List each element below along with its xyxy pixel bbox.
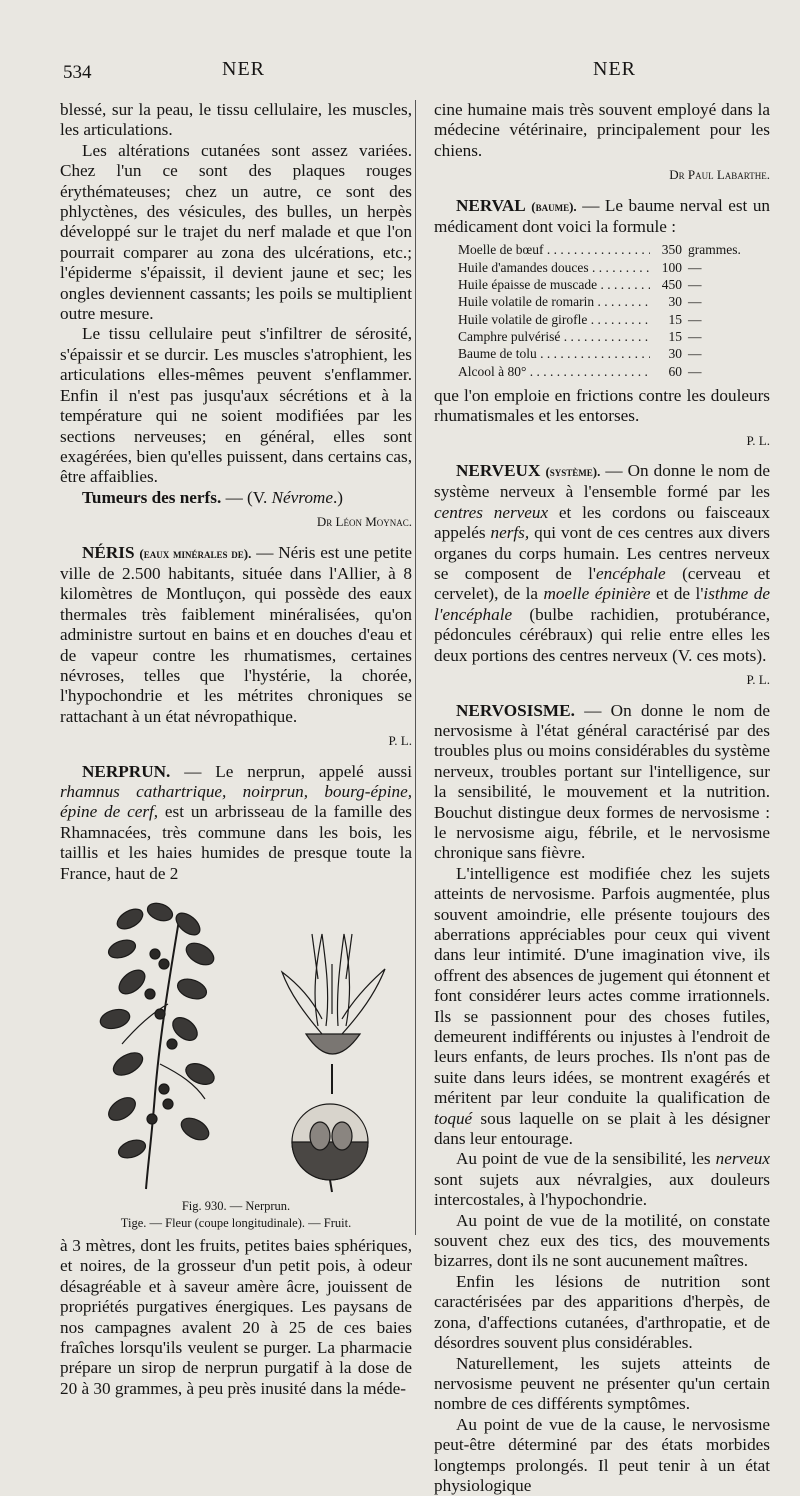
- unit: —: [688, 259, 702, 275]
- paragraph: Naturellement, les sujets atteints de nervosisme peuvent ne présenter qu'un certain nombre de ces différents symptômes.: [434, 1353, 770, 1414]
- ingredient: Huile d'amandes douces . . .: [458, 259, 650, 276]
- unit: —: [688, 328, 702, 344]
- term: centres nerveux: [434, 502, 549, 522]
- author-signature: Dr Paul Labarthe.: [669, 167, 770, 183]
- recipe-row: [458, 345, 758, 362]
- quantity: 450: [661, 277, 682, 293]
- running-head-right: NER: [593, 58, 636, 80]
- author-signature: P. L.: [746, 432, 770, 448]
- ingredient: Alcool à 80° . . .: [458, 363, 650, 380]
- stem-illustration: [98, 900, 217, 1189]
- unit: —: [688, 346, 702, 362]
- author-signature: Dr Léon Moynac.: [316, 514, 412, 530]
- recipe-row: [458, 363, 758, 380]
- entry-text: L'intelligence est modifiée chez les sujets atteints de nervosisme. Parfois augmentée, plus souvent amoindrie, elle présente toujours des aberrations appréciables pour ceux qui vivent dans leur intimité. D'une imagination vive, ils offrent des absences de jugement qui étonnent et font considérer leurs actes comme irrationnels. Ils se passionnent pour des choses futiles, demeurent indifférents ou injustes à l'endroit de leurs enfants, de leurs proches. Ils n'ont pas de suite dans leurs idées, se montrent exagérés et méritent par leur conduite la qualification de: [434, 863, 770, 1108]
- entry-text: — Le baume nerval est un médicament dont voici la formule :: [434, 195, 771, 237]
- unit: —: [688, 311, 702, 327]
- right-column: [434, 100, 770, 1496]
- headword: NERVEUX: [456, 461, 541, 481]
- figure-subcaption: Tige. — Fleur (coupe longitudinale). — Fruit.: [120, 1216, 352, 1231]
- ingredient: Camphre pulvérisé . . .: [458, 328, 650, 345]
- quantity: 30: [668, 346, 682, 362]
- cross-ref-link: Névrome: [271, 487, 333, 507]
- paragraph: à 3 mètres, dont les fruits, petites baies sphériques, et noires, de la grosseur d'un petit pois, à odeur désagréable et à saveur amère âcre, jouissent de propriétés purgatives énergiques. Les paysans de nos campagnes avalent 20 à 25 de ces baies fraîches lorsqu'ils veulent se purger. La pharmacie prépare un sirop de nerprun purgatif à la dose de 20 à 30 grammes, à peu près inusité dans la méde-: [60, 1236, 412, 1398]
- recipe-row: [458, 241, 758, 258]
- paragraph: Au point de vue de la motilité, on constate souvent chez eux des tics, des mouvements bizarres, dont ils ne sont aucunement maîtres.: [434, 1210, 770, 1271]
- term: moelle épinière: [543, 584, 651, 604]
- unit: —: [688, 294, 702, 310]
- cross-ref-text: .): [332, 487, 343, 507]
- term: nerveux: [715, 1149, 770, 1169]
- quantity: 350: [661, 242, 682, 258]
- cross-ref-text: — (V.: [225, 487, 272, 507]
- recipe-row: [458, 293, 758, 310]
- entry-text: — On donne le nom de système nerveux à l'ensemble formé par les: [434, 461, 770, 502]
- paragraph: Enfin les lésions de nutrition sont caractérisées par des apparitions d'herpès, de zona, d'affections cutanées, d'arthropatie, et de désordres souvent plus considérables.: [434, 1271, 770, 1353]
- recipe-table: [458, 241, 758, 379]
- ingredient: Huile volatile de girofle . . .: [458, 311, 650, 328]
- term: isthme de l'encéphale: [434, 584, 771, 624]
- quantity: 15: [668, 311, 682, 327]
- ingredient: Baume de tolu . . .: [458, 345, 650, 362]
- quantity: 100: [661, 259, 682, 275]
- page-header: [0, 58, 800, 88]
- entry-nerval: [434, 196, 770, 238]
- headword-qualifier: (eaux minérales de).: [139, 545, 252, 561]
- figure-nerprun: [60, 894, 412, 1231]
- entry-text: Au point de vue de la sensibilité, les: [456, 1149, 716, 1169]
- headword-qualifier: (système).: [545, 464, 601, 480]
- paragraph: blessé, sur la peau, le tissu cellulaire, les muscles, les articulations.: [60, 100, 412, 140]
- figure-caption: Fig. 930. — Nerprun.: [181, 1199, 291, 1214]
- paragraph: cine humaine mais très souvent employé dans la médecine vétérinaire, principalement pour les chiens.: [434, 100, 770, 160]
- recipe-row: [458, 328, 758, 345]
- left-column: [60, 100, 412, 1399]
- entry-text: — Néris est une petite ville de 2.500 habitants, située dans l'Allier, à 8 kilomètres de Montluçon, qui possède des eaux thermales très faiblement minéralisées, qu'on administre surtout en bains et en douches d'eau et de vapeur contre les rhumatismes, certaines névroses, telles que l'hystérie, la chorée, l'hypochondrie et les métrites chroniques se rattachant à un état névropathique.: [60, 542, 412, 726]
- entry-nerprun: [60, 762, 412, 884]
- entry-text: sont sujets aux névralgies, aux douleurs intercostales, à l'hypochondrie.: [434, 1169, 770, 1210]
- subheading: Tumeurs des nerfs.: [82, 487, 222, 507]
- headword-qualifier: (baume).: [531, 198, 577, 214]
- headword: NERVAL: [456, 195, 526, 215]
- quantity: 30: [668, 294, 682, 310]
- recipe-row: [458, 311, 758, 328]
- entry-text: est un arbrisseau de la famille des Rhamnacées, très commune dans les bois, les taillis et les haies humides de presque toute la France, haut de 2: [60, 802, 412, 883]
- entry-text: sous laquelle on se plait à les désigner dans leur entourage.: [434, 1108, 770, 1149]
- fruit-illustration: [292, 1104, 368, 1192]
- entry-text: qui vont de ces centres aux divers organes du corps humain. Les centres nerveux se composent de l': [434, 523, 770, 584]
- entry-nervosisme: [434, 701, 770, 864]
- paragraph: [434, 1149, 770, 1210]
- ingredient: Moelle de bœuf . . .: [458, 241, 650, 258]
- unit: grammes.: [688, 242, 741, 258]
- entry-nerveux: [434, 461, 770, 666]
- recipe-row: [458, 259, 758, 276]
- paragraph: que l'on emploie en frictions contre les douleurs rhumatismales et les entorses.: [434, 385, 770, 426]
- entry-tumeurs: [60, 488, 412, 508]
- paragraph: Au point de vue de la cause, le nervosisme peut-être déterminé par des états morbides longtemps prolongés. Il peut tenir à un état physiologique: [434, 1414, 770, 1495]
- unit: —: [688, 363, 702, 379]
- column-rule: [415, 100, 416, 1235]
- entry-text: (bulbe rachidien, protubérance, pédoncules cérébraux) qui relie entre elles les deux portions des centres nerveux (V. ces mots).: [434, 604, 770, 665]
- quantity: 15: [668, 328, 682, 344]
- author-signature: P. L.: [746, 672, 770, 688]
- term: toqué: [434, 1108, 473, 1128]
- quantity: 60: [668, 363, 682, 379]
- unit: —: [688, 277, 702, 293]
- entry-text: — On donne le nom de nervosisme à l'état général caractérisé par des troubles plus ou moins considérables du système nerveux, troubles portant sur l'intelligence, sur la sensibilité, le mouvement et la nutrition. Bouchut distingue deux formes de nervosisme : le nervosisme aigu, fébrile, et le nervosisme chronique sans fièvre.: [434, 700, 770, 863]
- term: encéphale: [596, 564, 666, 584]
- entry-text: — Le nerprun, appelé aussi: [184, 761, 412, 781]
- author-signature: P. L.: [388, 733, 412, 749]
- page-number: 534: [63, 62, 92, 83]
- nerprun-engraving: [60, 894, 412, 1194]
- flower-illustration: [282, 934, 385, 1094]
- entry-text: (cerveau et cervelet), de la: [434, 564, 770, 604]
- headword: NERVOSISME.: [456, 700, 575, 720]
- paragraph: Le tissu cellulaire peut s'infiltrer de sérosité, s'épaissir et se durcir. Les muscles s'atrophient, les articulations elles-mêmes peuvent s'enflammer. Enfin il n'est pas jusqu'aux sécrétions et à la température qui ne soient modifiées par les sections nerveuses; en général, elles sont exagérées, bien qu'elles puissent, dans certains cas, être affaiblies.: [60, 324, 412, 487]
- entry-neris: [60, 543, 412, 728]
- paragraph: [434, 864, 770, 1150]
- entry-text: et de l': [650, 584, 704, 604]
- running-head-left: NER: [222, 58, 265, 80]
- headword: NÉRIS: [82, 542, 135, 562]
- entry-text: et les cordons ou faisceaux appelés: [434, 502, 770, 543]
- ingredient: Huile volatile de romarin . . .: [458, 293, 650, 310]
- recipe-row: [458, 276, 758, 293]
- paragraph: Les altérations cutanées sont assez variées. Chez l'un ce sont des plaques rouges érythémateuses; chez un autre, ce sont des phlyctènes, des vésicules, des bulles, un herpès développé sur le trajet du nerf malade et que l'on pourrait comparer au zona des ulcérations, etc.; l'épiderme s'épaissit, il devient jaune et sec; les ongles deviennent cassants; les poils se multiplient outre mesure.: [60, 140, 412, 324]
- ingredient: Huile épaisse de muscade . . .: [458, 276, 650, 293]
- headword: NERPRUN.: [82, 761, 171, 781]
- synonyms: rhamnus cathartrique, noirprun, bourg-épine, épine de cerf,: [60, 782, 412, 822]
- term: nerfs,: [490, 523, 530, 543]
